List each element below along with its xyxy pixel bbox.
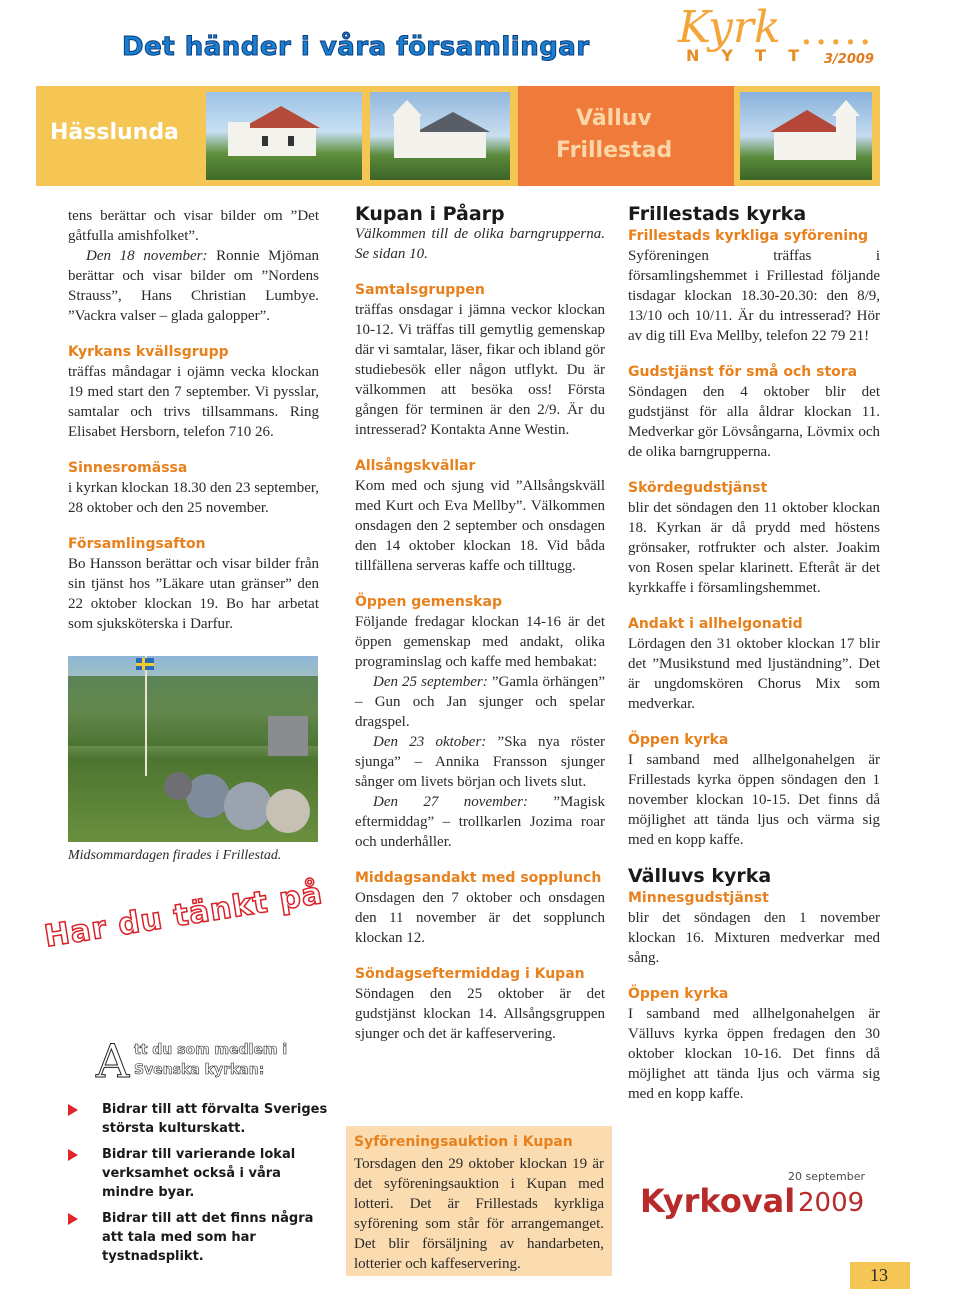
kupan-heading: Kupan i Påarp	[355, 203, 505, 225]
andakt-heading: Andakt i allhelgonatid	[628, 616, 803, 632]
nov27-label: Den 27 november:	[373, 794, 528, 810]
page-header	[0, 0, 960, 86]
triangle-bullet-icon	[68, 1213, 78, 1225]
church-member-ad	[36, 870, 336, 1289]
kvallsgrupp-text: träffas måndagar i ojämn vecka klockan 19 med start den 7 september. Vi pysslar, samtalar och trivs tillsammans. Ring Elisabet Hersborn, telefon 710 26.	[68, 364, 319, 440]
sep25-text: ”Gamla örhängen” – Gun och Jan sjunger och spelar dragspel.	[355, 674, 605, 730]
skorde-heading: Skördegudstjänst	[628, 480, 768, 496]
ad-lead-line-2: Svenska kyrkan:	[134, 1062, 265, 1078]
auktion-text: Torsdagen den 29 oktober klockan 19 är det syföreningsauktion i Kupan med lotteri. Det är Frillestads kyrkliga syförening som står för arrangemanget. Det blir försäljning av handarbeten, lotterier och kaffeservering.	[354, 1156, 604, 1272]
minnes-text: blir det söndagen den 1 november klockan 16. Mixturen medverkar med sång.	[628, 910, 880, 966]
oppen-kyrka-2-heading: Öppen kyrka	[628, 986, 729, 1002]
ad-bullet-2	[68, 1145, 328, 1202]
column-kupan	[355, 204, 605, 1044]
banner-left	[36, 86, 201, 186]
frillestad-heading: Frillestads kyrka	[628, 203, 807, 225]
nov18-item	[68, 246, 319, 326]
kyrkoval-word: Kyrkoval	[640, 1182, 796, 1220]
gudstjanst-text: Söndagen den 4 oktober blir det gudstjänst för alla åldrar klockan 11. Medverkar gör Lövsångarna, Lövmix och de olika barngrupperna.	[628, 384, 880, 460]
banner-right-label-1: Välluv	[576, 106, 652, 131]
kvallsgrupp-heading: Kyrkans kvällsgrupp	[68, 344, 229, 360]
forsamlingsafton-text: Bo Hansson berättar och visar bilder från sin tjänst hos ”Läkare utan gränser” den 22 oktober klockan 19. Bo har arbetat som sjuksköterska i Darfur.	[68, 556, 319, 632]
column-hasslunda	[68, 206, 319, 634]
middag-text: Onsdagen den 7 oktober och onsdagen den 11 november är det sopplunch klockan 12.	[355, 890, 605, 946]
syforening-text: Syföreningen träffas i församlingshemmet i Frillestad följande tisdagar klockan 18.30-20.30: den 8/9, 13/10 och 10/11. Är du intresserad? Hör av dig till Eva Mellby, telefon 22 79 21!	[628, 248, 880, 344]
church-illustration-icon	[206, 92, 362, 180]
sep25-item	[355, 672, 605, 732]
valluv-heading: Välluvs kyrka	[628, 865, 772, 887]
logo-word: Kyrk	[678, 2, 781, 53]
ad-lead-box	[96, 1034, 336, 1092]
sep25-label: Den 25 september:	[373, 674, 488, 690]
church-photo-hasslunda	[206, 92, 362, 180]
kyrkoval-logo	[640, 1170, 870, 1230]
ad-bullet-1	[68, 1100, 328, 1138]
oppen-kyrka-2-text: I samband med allhelgonahelgen är Välluvs kyrka öppen fredagen den 30 oktober klockan 10-16. Det finns då möjlighet att tända ljus och värma sig med en kopp kaffe.	[628, 1006, 880, 1102]
logo-sub: NYTT	[686, 46, 822, 65]
oppen-kyrka-1-text: I samband med allhelgonahelgen är Frillestads kyrka öppen söndagen den 1 november klockan 10-15. Det finns då möjlighet att tända ljus och värma sig med en kopp kaffe.	[628, 752, 880, 848]
kyrkoval-date: 20 september	[788, 1170, 866, 1183]
banner-right	[518, 86, 734, 186]
kupan-text: Välkommen till de olika barngrupperna. Se sidan 10.	[355, 226, 605, 262]
banner-right-label-2: Frillestad	[556, 138, 673, 163]
samtal-text: träffas onsdagar i jämna veckor klockan 10-12. Vi träffas till gemytlig gemenskap där vi samtalar, läser, fikar och ibland gör studiebesök eller någon utflykt. Du är välkommen att besöka oss! Första gången för terminen är den 2/9. Är du intresserad? Kontakta Anne Westin.	[355, 302, 605, 438]
ad-bullet-3	[68, 1209, 328, 1266]
allsang-heading: Allsångskvällar	[355, 458, 476, 474]
kyrknytt-logo	[672, 2, 892, 82]
forsamlingsafton-heading: Församlingsafton	[68, 536, 206, 552]
page-title: Det händer i våra församlingar	[122, 32, 590, 62]
auktion-heading: Syföreningsauktion i Kupan	[354, 1134, 573, 1150]
syforening-heading: Frillestads kyrkliga syförening	[628, 228, 869, 244]
parish-banner	[36, 86, 880, 186]
church-illustration-icon	[740, 92, 872, 180]
sinnes-heading: Sinnesromässa	[68, 460, 188, 476]
ad-big-letter: A	[96, 1034, 130, 1088]
ad-bullet-list	[68, 1100, 328, 1266]
page-number: 13	[870, 1265, 888, 1285]
oct23-item	[355, 732, 605, 792]
oppen-gemenskap-heading: Öppen gemenskap	[355, 594, 502, 610]
triangle-bullet-icon	[68, 1149, 78, 1161]
church-illustration-icon	[370, 92, 510, 180]
ad-bullet-2-text: Bidrar till varierande lokal verksamhet också i våra mindre byar.	[102, 1147, 296, 1200]
oct23-text: ”Ska nya röster sjunga” – Annika Fransson sjunger sånger om livets början och livets slut.	[355, 734, 605, 790]
oppen-kyrka-1-heading: Öppen kyrka	[628, 732, 729, 748]
nov18-label: Den 18 november:	[86, 248, 208, 264]
sinnes-text: i kyrkan klockan 18.30 den 23 september, 28 oktober och den 25 november.	[68, 480, 320, 516]
oct23-label: Den 23 oktober:	[373, 734, 487, 750]
issue-number: 3/2009	[824, 52, 874, 67]
logo-dots: .....	[800, 8, 874, 54]
ad-headline: Har du tänkt på	[42, 876, 326, 955]
triangle-bullet-icon	[68, 1104, 78, 1116]
sondag-text: Söndagen den 25 oktober är det gudstjänst klockan 14. Allsångsgruppen sjunger och det är kaffeservering.	[355, 986, 605, 1042]
ad-lead-line-1: tt du som medlem i	[134, 1042, 288, 1058]
samtal-heading: Samtalsgruppen	[355, 282, 485, 298]
banner-left-label: Hässlunda	[50, 120, 179, 145]
nov27-item	[355, 792, 605, 852]
page-number-box	[850, 1262, 910, 1289]
church-photo-valluv	[370, 92, 510, 180]
kyrkoval-year: 2009	[798, 1188, 865, 1218]
ad-bullet-1-text: Bidrar till att förvalta Sveriges största kulturskatt.	[102, 1102, 328, 1136]
intro-text: tens berättar och visar bilder om ”Det gåtfulla amishfolket”.	[68, 208, 319, 244]
nov18-text: Ronnie Mjöman berättar och visar bilder om ”Nordens Strauss”, Hans Christian Lumbye. ”Vackra valser – glada galopper”.	[68, 248, 319, 324]
oppen-gemenskap-text: Följande fredagar klockan 14-16 är det öppen gemenskap med andakt, olika programinslag och kaffe med hembakat:	[355, 614, 605, 670]
church-photo-frillestad	[740, 92, 872, 180]
midsummer-photo	[68, 656, 318, 842]
ad-bullet-3-text: Bidrar till att det finns några att tala med som har tystnadsplikt.	[102, 1211, 314, 1264]
sondag-heading: Söndagseftermiddag i Kupan	[355, 966, 585, 982]
nov27-text: ”Magisk eftermiddag” – trollkarlen Jozima roar och underhåller.	[355, 794, 605, 850]
photo-caption: Midsommardagen firades i Frillestad.	[68, 848, 282, 863]
andakt-text: Lördagen den 31 oktober klockan 17 blir det ”Musikstund med ljuständning”. Det är ungdomskören Chorus Mix som medverkar.	[628, 636, 880, 712]
allsang-text: Kom med och sjung vid ”Allsångskväll med Kurt och Eva Mellby”. Välkommen onsdagen den 2 september och onsdagen den 14 oktober klockan 18. Vid båda tillfällena serveras kaffe och tilltugg.	[355, 478, 605, 574]
midsummer-illustration-icon	[68, 656, 318, 842]
minnes-heading: Minnesgudstjänst	[628, 890, 769, 906]
skorde-text: blir det söndagen den 11 oktober klockan 18. Kyrkan är då prydd med höstens grönsaker, rotfrukter och alster. Joakim von Rosen spelar klarinett. Efteråt är det kyrkkaffe i församlingshemmet.	[628, 500, 880, 596]
gudstjanst-heading: Gudstjänst för små och stora	[628, 364, 858, 380]
middag-heading: Middagsandakt med sopplunch	[355, 870, 602, 886]
column-frillestad	[628, 204, 880, 1104]
auktion-box	[346, 1126, 612, 1276]
